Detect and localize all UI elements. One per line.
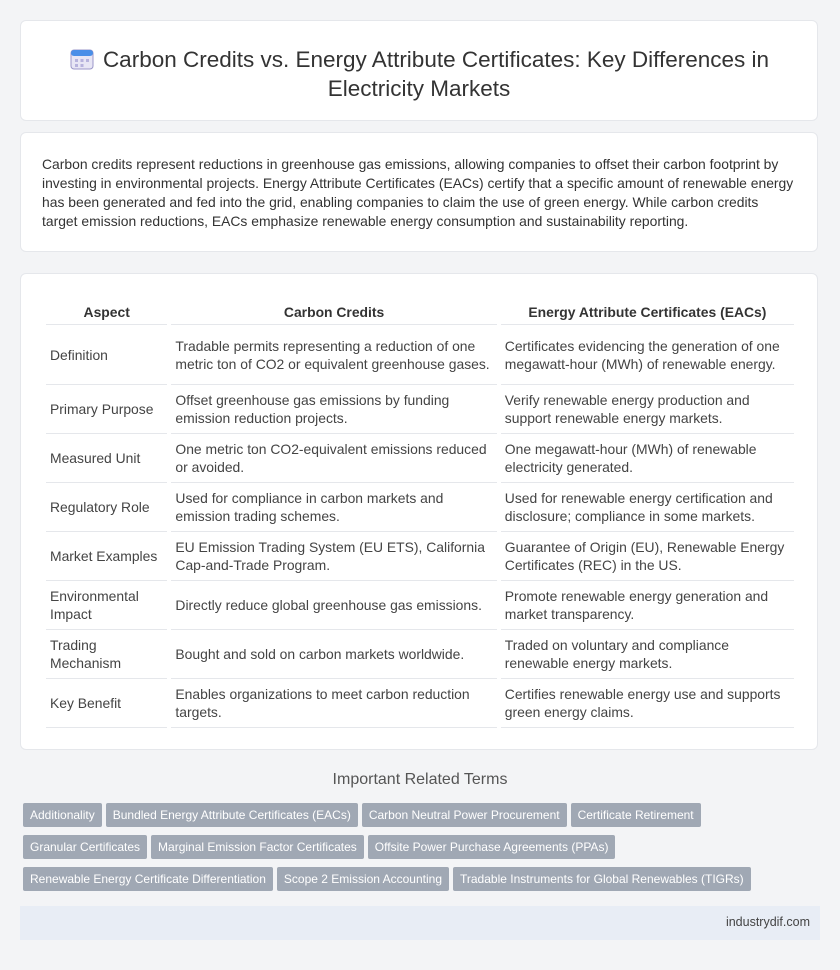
table-row [46,385,794,434]
related-term-tag[interactable]: Additionality [23,803,102,827]
aspect-cell: Market Examples [46,532,167,581]
table-row [46,679,794,728]
aspect-cell: Regulatory Role [46,483,167,532]
eac-cell: Certificates evidencing the generation of one megawatt-hour (MWh) of renewable energy. [501,325,794,385]
table-row [46,434,794,483]
related-term-tag[interactable]: Certificate Retirement [571,803,701,827]
header-aspect: Aspect [46,295,167,325]
related-term-tag[interactable]: Marginal Emission Factor Certificates [151,835,364,859]
related-term-tag[interactable]: Bundled Energy Attribute Certificates (EACs) [106,803,358,827]
table-row [46,325,794,385]
carbon-credits-cell: Directly reduce global greenhouse gas emissions. [171,581,496,630]
title-card [20,20,818,121]
eac-cell: Traded on voluntary and compliance renewable energy markets. [501,630,794,679]
aspect-cell: Environmental Impact [46,581,167,630]
eac-cell: One megawatt-hour (MWh) of renewable electricity generated. [501,434,794,483]
aspect-cell: Measured Unit [46,434,167,483]
related-term-tag[interactable]: Carbon Neutral Power Procurement [362,803,567,827]
footer-site-link[interactable]: industrydif.com [725,915,810,929]
aspect-cell: Key Benefit [46,679,167,728]
related-term-tag[interactable]: Scope 2 Emission Accounting [277,867,449,891]
carbon-credits-cell: Bought and sold on carbon markets worldwide. [171,630,496,679]
calendar-icon [69,47,95,71]
table-row [46,483,794,532]
related-terms-list [23,803,813,899]
related-term-tag[interactable]: Offsite Power Purchase Agreements (PPAs) [368,835,616,859]
eac-cell: Guarantee of Origin (EU), Renewable Energy Certificates (REC) in the US. [501,532,794,581]
page-title: Carbon Credits vs. Energy Attribute Certificates: Key Differences in Electricity Markets [102,47,770,101]
carbon-credits-cell: One metric ton CO2-equivalent emissions reduced or avoided. [171,434,496,483]
comparison-card [20,273,818,750]
header-eacs: Energy Attribute Certificates (EACs) [501,295,794,325]
related-term-tag[interactable]: Granular Certificates [23,835,147,859]
related-term-tag[interactable]: Tradable Instruments for Global Renewables (TIGRs) [453,867,751,891]
intro-card [20,132,818,252]
carbon-credits-cell: Offset greenhouse gas emissions by funding emission reduction projects. [171,385,496,434]
aspect-cell: Definition [46,325,167,385]
footer [20,906,820,940]
carbon-credits-cell: EU Emission Trading System (EU ETS), California Cap-and-Trade Program. [171,532,496,581]
aspect-cell: Primary Purpose [46,385,167,434]
carbon-credits-cell: Used for compliance in carbon markets and emission trading schemes. [171,483,496,532]
eac-cell: Verify renewable energy production and support renewable energy markets. [501,385,794,434]
table-row [46,630,794,679]
table-row [46,581,794,630]
related-terms-title: Important Related Terms [332,771,508,788]
eac-cell: Certifies renewable energy use and supports green energy claims. [501,679,794,728]
table-row [46,532,794,581]
intro-text: Carbon credits represent reductions in greenhouse gas emissions, allowing companies to offset their carbon footprint by investing in environmental projects. Energy Attribute Certificates (EACs) certify that a specific amount of renewable energy has been generated and fed into the grid, enabling companies to claim the use of green energy. While carbon credits target emission reductions, EACs emphasize renewable energy consumption and sustainability reporting. [42,156,794,229]
page-title-wrap [41,45,797,103]
header-carbon-credits: Carbon Credits [171,295,496,325]
carbon-credits-cell: Tradable permits representing a reduction of one metric ton of CO2 or equivalent greenhouse gases. [171,325,496,385]
carbon-credits-cell: Enables organizations to meet carbon reduction targets. [171,679,496,728]
comparison-table [42,295,798,728]
eac-cell: Promote renewable energy generation and market transparency. [501,581,794,630]
aspect-cell: Trading Mechanism [46,630,167,679]
eac-cell: Used for renewable energy certification and disclosure; compliance in some markets. [501,483,794,532]
related-term-tag[interactable]: Renewable Energy Certificate Differentiation [23,867,273,891]
